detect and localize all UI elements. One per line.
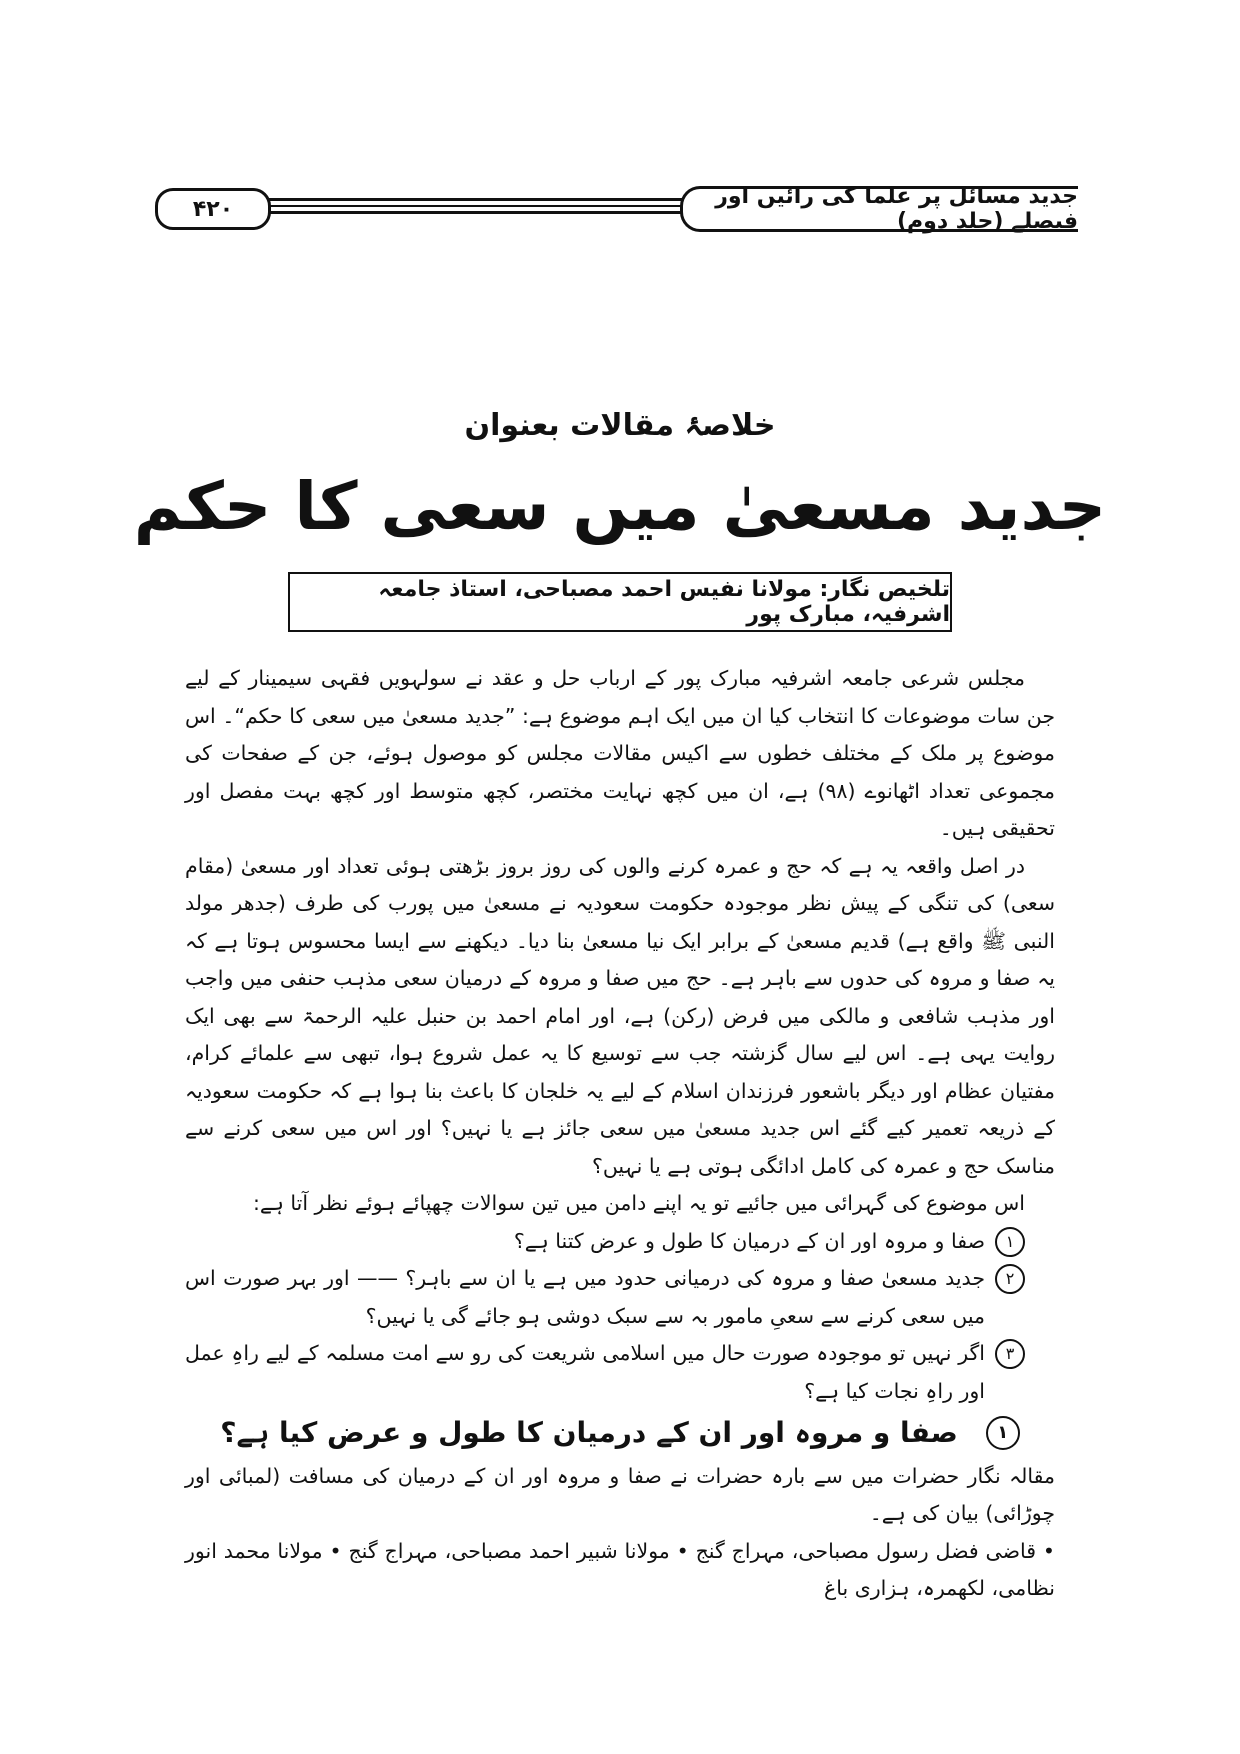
summarizer-credit: تلخیص نگار: مولانا نفیس احمد مصباحی، استاذ جامعہ اشرفیہ، مبارک پور: [288, 572, 952, 632]
question-number: ۲: [995, 1264, 1025, 1294]
question-item: [185, 1335, 1025, 1410]
page-number: ۴۲۰: [155, 188, 271, 230]
question-item: [185, 1260, 1025, 1335]
questions-intro: اس موضوع کی گہرائی میں جائیے تو یہ اپنے دامن میں تین سوالات چھپائے ہوئے نظر آتا ہے:: [252, 1191, 1025, 1215]
header-rule-middle: [265, 205, 683, 207]
section-intro: مقالہ نگار حضرات میں سے بارہ حضرات نے صفا و مروہ اور ان کے درمیان کی مسافت (لمبائی اور چوڑائی) بیان کی ہے۔: [185, 1463, 1055, 1525]
article-title: جدید مسعیٰ میں سعی کا حکم: [133, 468, 1107, 545]
question-text: اگر نہیں تو موجودہ صورت حال میں اسلامی شریعت کی رو سے امت مسلمہ کے لیے راہِ عمل اور راہِ نجات کیا ہے؟: [185, 1341, 985, 1403]
running-title: جدید مسائل پر علما کی رائیں اور فیصلے (جلد دوم): [680, 186, 1078, 232]
section-heading: [185, 1414, 1055, 1452]
section-heading-text: صفا و مروہ اور ان کے درمیان کا طول و عرض کیا ہے؟: [220, 1416, 958, 1449]
authors-list: • قاضی فضل رسول مصباحی، مہراج گنج • مولانا شبیر احمد مصباحی، مہراج گنج • مولانا محمد انور نظامی، لکھمرہ، ہزاری باغ: [185, 1538, 1055, 1600]
question-text: جدید مسعیٰ صفا و مروہ کی درمیانی حدود میں ہے یا ان سے باہر؟ —— اور بہر صورت اس میں سعی کرنے سے سعیِ مامور بہ سے سبک دوشی ہو جائے گی یا نہیں؟: [185, 1266, 985, 1328]
header-rule-bottom: [265, 211, 683, 214]
running-header: [0, 0, 1240, 250]
article-subtitle: خلاصۂ مقالات بعنوان: [464, 408, 776, 443]
context-paragraph: در اصل واقعہ یہ ہے کہ حج و عمرہ کرنے والوں کی روز بروز بڑھتی ہوئی تعداد اور مسعیٰ (مقام سعی) کی تنگی کے پیش نظر موجودہ حکومت سعودیہ نے مسعیٰ میں پورب کی طرف (جدھر مولد النبی ﷺ واقع ہے) قدیم مسعیٰ کے برابر ایک نیا مسعیٰ بنا دیا۔ دیکھنے سے ایسا محسوس ہوتا ہے کہ یہ صفا و مروہ کی حدوں سے باہر ہے۔ حج میں صفا و مروہ کے درمیان سعی مذہب حنفی میں واجب اور مذہب شافعی و مالکی میں فرض (رکن) ہے، اور امام احمد بن حنبل علیہ الرحمۃ سے بھی ایک روایت یہی ہے۔ اس لیے سال گزشتہ جب سے توسیع کا یہ عمل شروع ہوا، تبھی سے علمائے کرام، مفتیان عظام اور دیگر باشعور فرزندان اسلام کے لیے یہ خلجان کا باعث بنا ہوا ہے کہ حکومت سعودیہ کے ذریعہ تعمیر کیے گئے اس جدید مسعیٰ میں سعی جائز ہے یا نہیں؟ اور اس میں سعی کرنے سے مناسک حج و عمرہ کی کامل ادائگی ہوتی ہے یا نہیں؟: [185, 853, 1055, 1178]
article-body: [185, 660, 1055, 1608]
header-rule-top: [265, 198, 683, 201]
question-item: [185, 1223, 1025, 1261]
intro-paragraph: مجلس شرعی جامعہ اشرفیہ مبارک پور کے ارباب حل و عقد نے سولہویں فقہی سیمینار کے لیے جن سات موضوعات کا انتخاب کیا ان میں ایک اہم موضوع ہے: ”جدید مسعیٰ میں سعی کا حکم“۔ اس موضوع پر ملک کے مختلف خطوں سے اکیس مقالات مجلس کو موصول ہوئے، جن کے صفحات کی مجموعی تعداد اٹھانوے (۹۸) ہے، ان میں کچھ نہایت مختصر، کچھ متوسط اور کچھ بہت مفصل اور تحقیقی ہیں۔: [185, 666, 1056, 840]
question-number: ۱: [995, 1227, 1025, 1257]
question-text: صفا و مروہ اور ان کے درمیان کا طول و عرض کتنا ہے؟: [513, 1228, 985, 1253]
question-number: ۳: [995, 1339, 1025, 1369]
section-number: ۱: [986, 1416, 1020, 1450]
